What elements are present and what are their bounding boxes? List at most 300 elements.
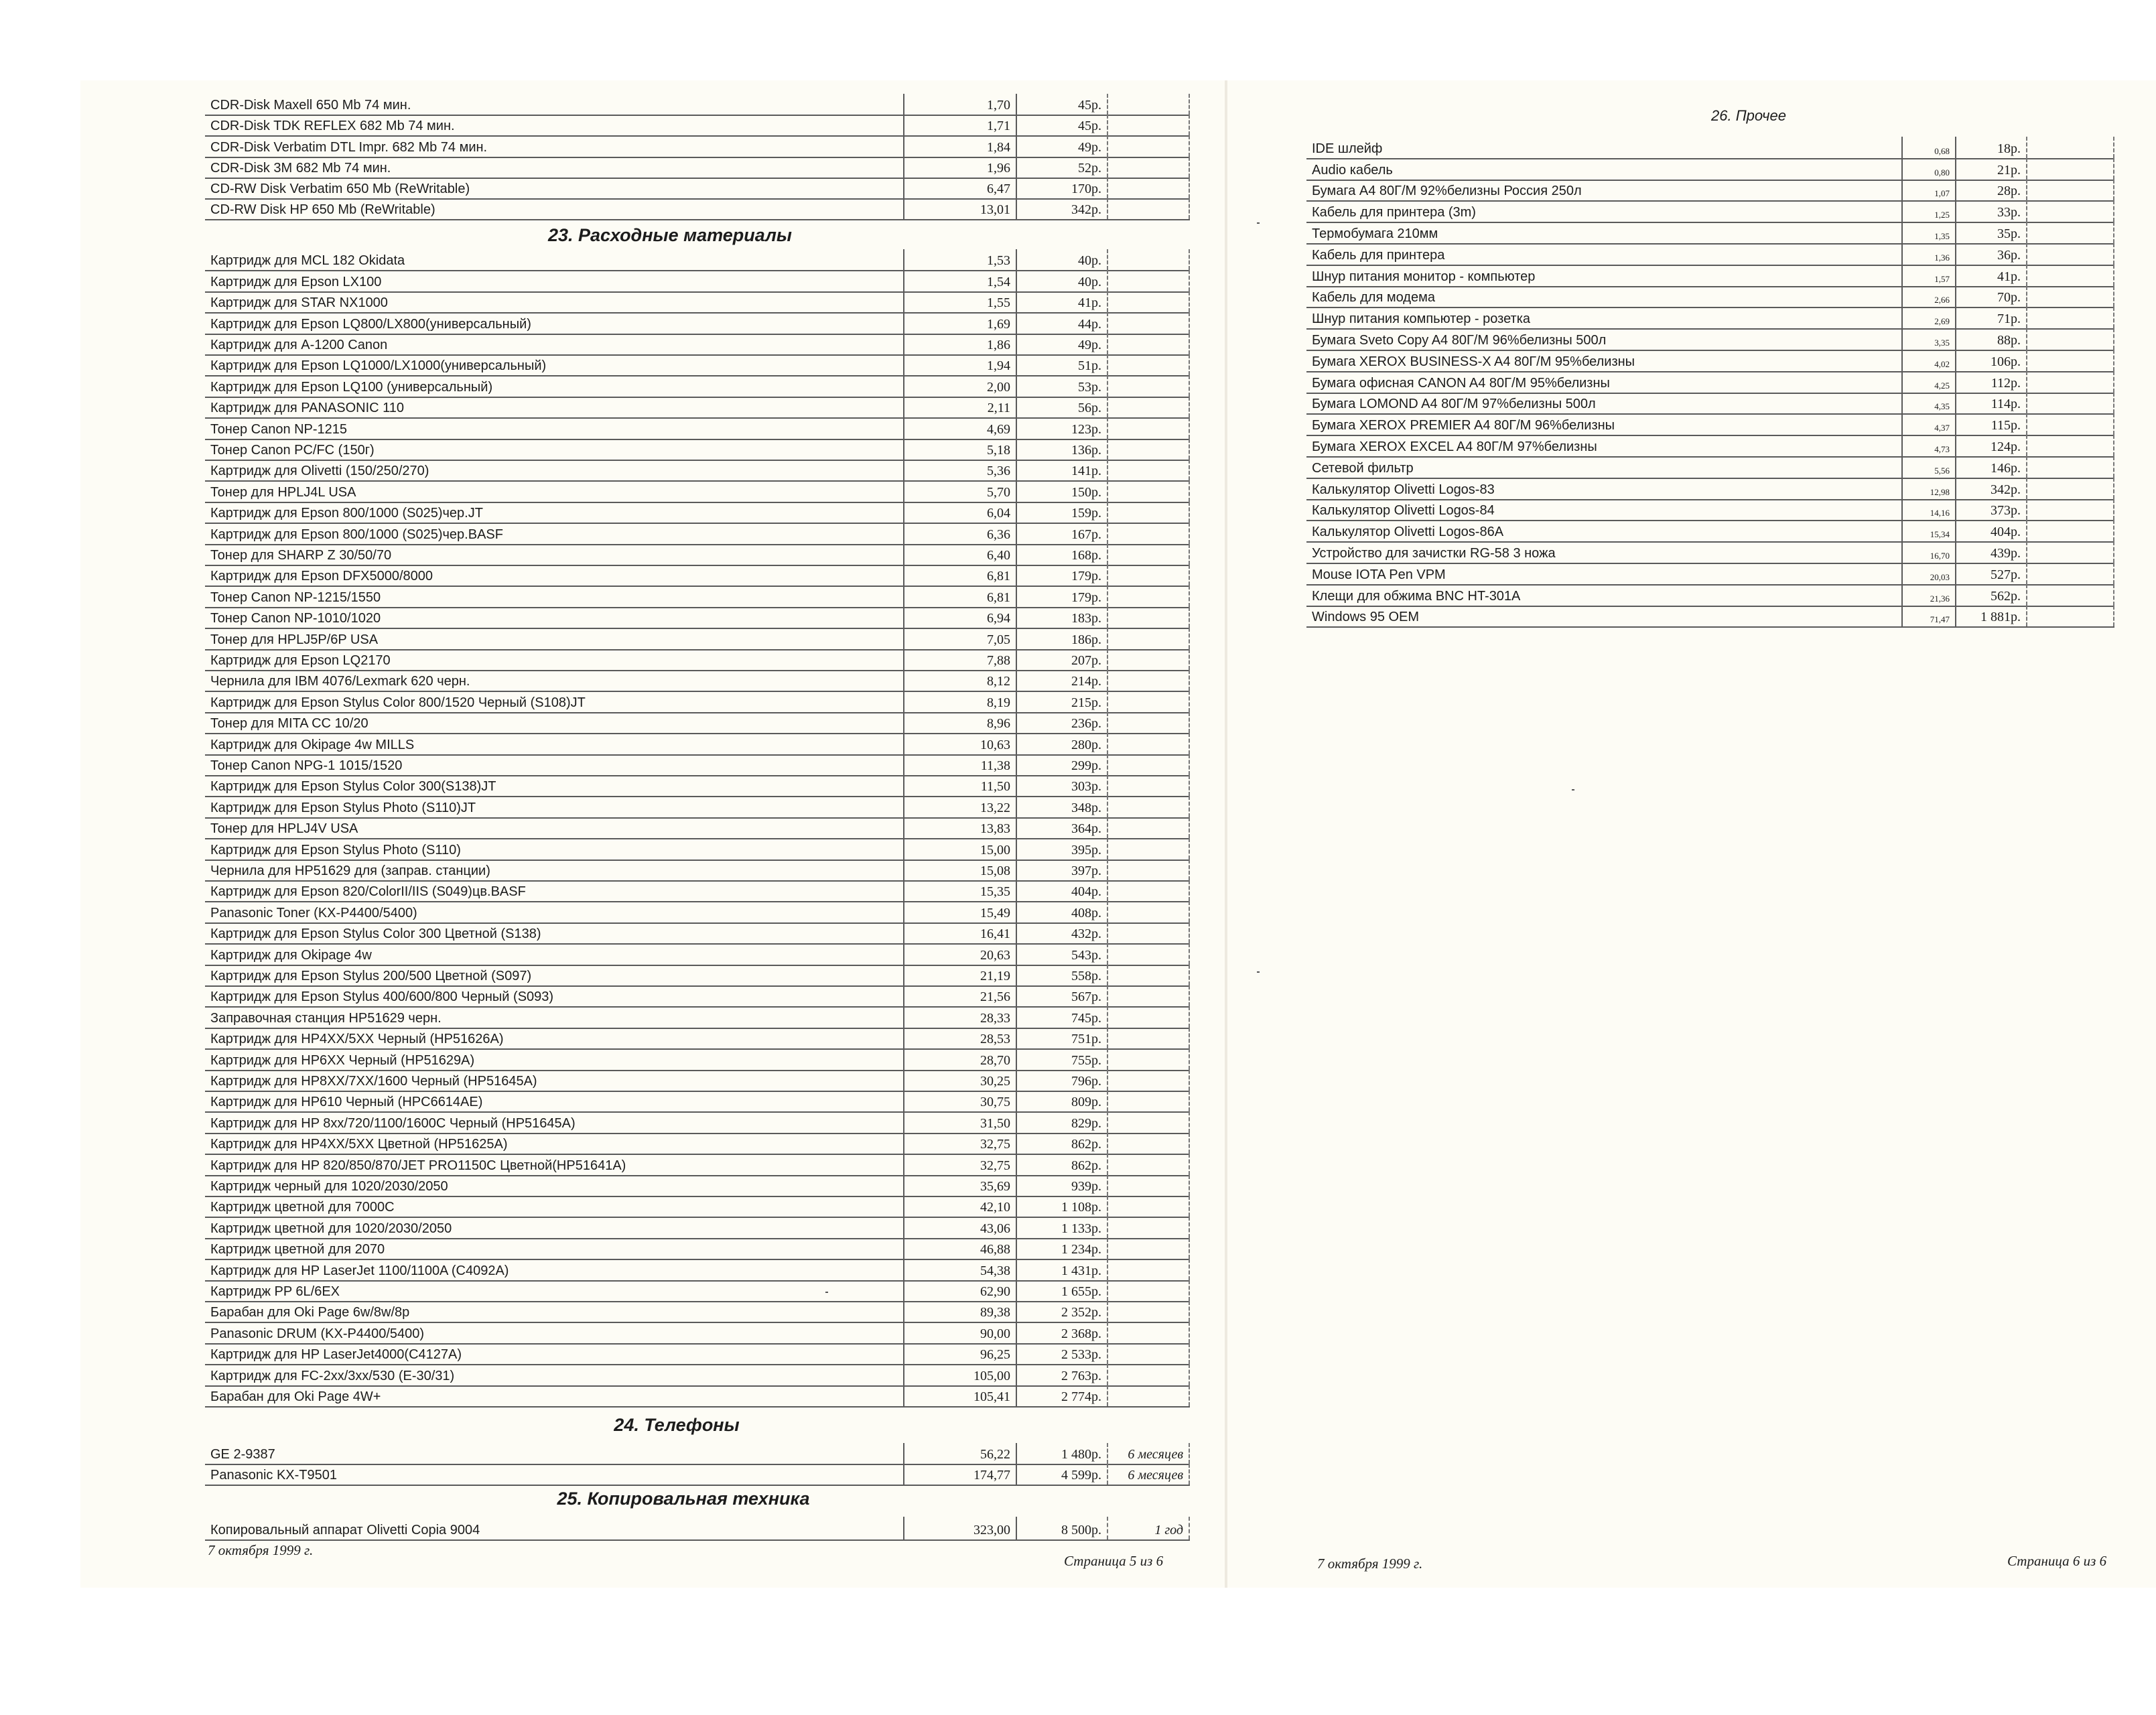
price-rub: 796р.: [1016, 1070, 1107, 1091]
empty-column: [1107, 291, 1190, 312]
right-footer-date: 7 октября 1999 г.: [1317, 1556, 1423, 1572]
item-name: Mouse IOTA Pen VPM: [1312, 567, 1446, 582]
price-rub: 2 774р.: [1016, 1385, 1107, 1406]
price-usd: 13,22: [903, 796, 1016, 817]
price-usd: 8,96: [903, 712, 1016, 733]
empty-column: [1107, 249, 1190, 270]
warranty: 1 год: [1107, 1517, 1190, 1539]
item-name: Тонер Canon NP-1010/1020: [210, 611, 381, 626]
table-row: [1306, 413, 2114, 436]
table-row: [205, 712, 1190, 734]
empty-column: [1107, 565, 1190, 586]
table-row: [205, 291, 1190, 314]
price-usd: 28,70: [903, 1048, 1016, 1069]
empty-column: [2026, 499, 2114, 521]
item-name: Барабан для Oki Page 6w/8w/8p: [210, 1305, 410, 1320]
price-usd: 8,12: [903, 670, 1016, 691]
empty-column: [1107, 1280, 1190, 1301]
price-rub: 2 368р.: [1016, 1322, 1107, 1343]
price-usd: 13,01: [903, 198, 1016, 219]
item-name: CD-RW Disk HP 650 Mb (ReWritable): [210, 202, 435, 218]
price-rub: 70р.: [1955, 286, 2026, 307]
price-rub: 4 599р.: [1016, 1464, 1107, 1485]
item-name: Термобумага 210мм: [1312, 226, 1438, 241]
price-usd: 6,36: [903, 523, 1016, 543]
price-usd: 6,81: [903, 565, 1016, 586]
table-row: [1306, 158, 2114, 181]
price-rub: 106р.: [1955, 350, 2026, 371]
table-row: [205, 733, 1190, 755]
price-usd: 43,06: [903, 1217, 1016, 1237]
table-row: [205, 922, 1190, 945]
price-rub: 745р.: [1016, 1006, 1107, 1027]
table-row: [205, 502, 1190, 524]
empty-column: [2026, 158, 2114, 180]
table-row: [205, 94, 1190, 116]
price-usd: 21,56: [903, 985, 1016, 1006]
empty-column: [2026, 541, 2114, 563]
table-row: [205, 354, 1190, 376]
price-usd: 0,80: [1901, 158, 1955, 180]
price-usd: 89,38: [903, 1301, 1016, 1322]
item-name: Барабан для Oki Page 4W+: [210, 1389, 381, 1404]
empty-column: [2026, 371, 2114, 393]
price-usd: 11,38: [903, 754, 1016, 775]
price-rub: 1 480р.: [1016, 1443, 1107, 1464]
price-usd: 105,00: [903, 1364, 1016, 1385]
price-rub: 45р.: [1016, 115, 1107, 135]
price-usd: 4,02: [1901, 350, 1955, 371]
price-rub: 179р.: [1016, 565, 1107, 586]
empty-column: [1107, 1091, 1190, 1111]
table-row: [205, 198, 1190, 220]
empty-column: [1107, 985, 1190, 1006]
table-row: [205, 880, 1190, 902]
price-usd: 30,75: [903, 1091, 1016, 1111]
price-usd: 1,96: [903, 157, 1016, 178]
table-row: [205, 1006, 1190, 1028]
empty-column: [1107, 1111, 1190, 1132]
price-usd: 1,25: [1901, 200, 1955, 222]
price-usd: 21,19: [903, 965, 1016, 985]
item-name: CDR-Disk 3M 682 Mb 74 мин.: [210, 160, 391, 176]
price-usd: 1,86: [903, 334, 1016, 354]
table-row: [205, 1364, 1190, 1386]
price-usd: 8,19: [903, 691, 1016, 711]
item-name: Бумага XEROX EXCEL A4 80Г/М 97%белизны: [1312, 439, 1597, 454]
table-row: [205, 586, 1190, 608]
price-rub: 404р.: [1016, 880, 1107, 901]
empty-column: [1107, 817, 1190, 838]
price-rub: 280р.: [1016, 733, 1107, 754]
table-row: [205, 1175, 1190, 1197]
item-name: Бумага офисная CANON A4 80Г/М 95%белизны: [1312, 375, 1610, 391]
item-name: Картридж для Epson LX100: [210, 274, 382, 289]
table-row: [1306, 606, 2114, 628]
price-rub: 49р.: [1016, 135, 1107, 156]
section-23-title: 23. Расходные материалы: [548, 225, 792, 245]
table-row: [205, 334, 1190, 356]
section-25-title: 25. Копировальная техника: [557, 1489, 810, 1509]
price-rub: 303р.: [1016, 775, 1107, 796]
price-rub: 236р.: [1016, 712, 1107, 733]
empty-column: [1107, 860, 1190, 880]
table-row: [205, 691, 1190, 713]
price-rub: 1 655р.: [1016, 1280, 1107, 1301]
empty-column: [2026, 265, 2114, 286]
empty-column: [1107, 135, 1190, 156]
warranty: 6 месяцев: [1107, 1443, 1190, 1464]
table-row: [205, 1048, 1190, 1071]
item-name: Кабель для модема: [1312, 290, 1435, 305]
empty-column: [1107, 1238, 1190, 1259]
price-usd: 1,69: [903, 312, 1016, 333]
table-row: [205, 375, 1190, 397]
price-usd: 62,90: [903, 1280, 1016, 1301]
item-name: Картридж для A-1200 Canon: [210, 337, 388, 352]
empty-column: [1107, 354, 1190, 375]
table-row: [205, 544, 1190, 566]
item-name: Картридж для HP 820/850/870/JET PRO1150C Цветной(HP51641A): [210, 1158, 626, 1173]
empty-column: [1107, 1175, 1190, 1196]
table-row: [205, 523, 1190, 545]
price-rub: 88р.: [1955, 328, 2026, 350]
price-rub: 150р.: [1016, 480, 1107, 501]
empty-column: [2026, 606, 2114, 627]
item-name: GE 2-9387: [210, 1447, 275, 1462]
price-rub: 1 431р.: [1016, 1259, 1107, 1280]
price-rub: 53р.: [1016, 375, 1107, 396]
price-usd: 46,88: [903, 1238, 1016, 1259]
price-usd: 6,81: [903, 586, 1016, 606]
price-usd: 4,35: [1901, 393, 1955, 414]
price-rub: 167р.: [1016, 523, 1107, 543]
table-row: [205, 417, 1190, 439]
empty-column: [1107, 1048, 1190, 1069]
price-usd: 13,83: [903, 817, 1016, 838]
table-row: [205, 1133, 1190, 1155]
empty-column: [1107, 880, 1190, 901]
price-usd: 20,63: [903, 943, 1016, 964]
empty-column: [1107, 607, 1190, 628]
empty-column: [1107, 1301, 1190, 1322]
empty-column: [2026, 200, 2114, 222]
table-row: [205, 157, 1190, 179]
empty-column: [1107, 1154, 1190, 1174]
item-name: Картридж для Epson Stylus Color 300(S138)JT: [210, 779, 496, 795]
empty-column: [1107, 334, 1190, 354]
price-rub: 408р.: [1016, 901, 1107, 922]
price-usd: 4,69: [903, 417, 1016, 438]
empty-column: [1107, 775, 1190, 796]
price-rub: 1 108р.: [1016, 1196, 1107, 1217]
price-usd: 15,49: [903, 901, 1016, 922]
price-rub: 186р.: [1016, 628, 1107, 648]
item-name: Калькулятор Olivetti Logos-83: [1312, 482, 1495, 497]
empty-column: [1107, 157, 1190, 178]
item-name: Заправочная станция HP51629 черн.: [210, 1010, 442, 1026]
table-row: [1306, 243, 2114, 266]
price-rub: 18р.: [1955, 137, 2026, 158]
price-rub: 543р.: [1016, 943, 1107, 964]
price-rub: 404р.: [1955, 520, 2026, 541]
empty-column: [2026, 180, 2114, 201]
page-fold: [1225, 80, 1227, 1588]
price-usd: 28,33: [903, 1006, 1016, 1027]
price-rub: 862р.: [1016, 1133, 1107, 1154]
price-usd: 1,94: [903, 354, 1016, 375]
table-row: [205, 1259, 1190, 1281]
price-usd: 6,47: [903, 178, 1016, 198]
item-name: Бумага Sveto Copy A4 80Г/М 96%белизны 500л: [1312, 332, 1607, 348]
price-usd: 15,08: [903, 860, 1016, 880]
item-name: Картридж для STAR NX1000: [210, 295, 388, 311]
table-row: [205, 796, 1190, 818]
table-row: [1306, 180, 2114, 202]
item-name: Тонер Canon NP-1215/1550: [210, 590, 381, 605]
price-usd: 3,35: [1901, 328, 1955, 350]
table-row: [205, 670, 1190, 692]
item-name: Картридж для Epson DFX5000/8000: [210, 569, 433, 584]
item-name: Кабель для принтера (3m): [1312, 205, 1476, 220]
price-usd: 6,40: [903, 544, 1016, 565]
price-rub: 49р.: [1016, 334, 1107, 354]
empty-column: [2026, 137, 2114, 158]
price-rub: 342р.: [1016, 198, 1107, 219]
price-usd: 1,55: [903, 291, 1016, 312]
price-rub: 123р.: [1016, 417, 1107, 438]
table-row: [1306, 328, 2114, 351]
item-name: Картридж для HP LaserJet4000(C4127A): [210, 1347, 462, 1363]
item-name: Тонер Canon PC/FC (150г): [210, 442, 375, 458]
price-rub: 146р.: [1955, 456, 2026, 478]
price-rub: 527р.: [1955, 563, 2026, 584]
price-rub: 215р.: [1016, 691, 1107, 711]
price-usd: 11,50: [903, 775, 1016, 796]
table-row: [205, 1154, 1190, 1176]
item-name: Устройство для зачистки RG-58 3 ножа: [1312, 545, 1556, 561]
empty-column: [1107, 1322, 1190, 1343]
price-usd: 5,18: [903, 439, 1016, 460]
empty-column: [1107, 754, 1190, 775]
item-name: Тонер для MITA CC 10/20: [210, 716, 368, 732]
empty-column: [1107, 943, 1190, 964]
price-usd: 56,22: [903, 1443, 1016, 1464]
empty-column: [2026, 222, 2114, 243]
item-name: Клещи для обжима BNC HT-301A: [1312, 588, 1521, 604]
price-rub: 862р.: [1016, 1154, 1107, 1174]
item-name: Картридж для HP LaserJet 1100/1100A (C4092A): [210, 1263, 509, 1278]
price-rub: 214р.: [1016, 670, 1107, 691]
price-rub: 168р.: [1016, 544, 1107, 565]
table-row: [205, 1070, 1190, 1092]
scan-speck: [1257, 222, 1260, 224]
empty-column: [1107, 733, 1190, 754]
table-row: [1306, 286, 2114, 309]
item-name: Картридж PP 6L/6EX: [210, 1284, 340, 1299]
item-name: Картридж для Epson LQ800/LX800(универсальный): [210, 316, 531, 332]
empty-column: [2026, 478, 2114, 499]
item-name: Бумага LOMOND A4 80Г/М 97%белизны 500л: [1312, 397, 1596, 412]
empty-column: [2026, 350, 2114, 371]
price-rub: 112р.: [1955, 371, 2026, 393]
price-rub: 395р.: [1016, 838, 1107, 859]
table-row: [205, 775, 1190, 797]
item-name: Картридж для Olivetti (150/250/270): [210, 464, 429, 479]
table-row: [1306, 520, 2114, 543]
price-rub: 124р.: [1955, 435, 2026, 456]
price-usd: 90,00: [903, 1322, 1016, 1343]
price-usd: 4,25: [1901, 371, 1955, 393]
empty-column: [2026, 393, 2114, 414]
item-name: Картридж для Epson Stylus Photo (S110): [210, 842, 461, 858]
empty-column: [1107, 838, 1190, 859]
price-usd: 42,10: [903, 1196, 1016, 1217]
item-name: CDR-Disk Verbatim DTL Impr. 682 Mb 74 мин.: [210, 139, 488, 155]
price-rub: 71р.: [1955, 307, 2026, 328]
empty-column: [1107, 460, 1190, 480]
empty-column: [1107, 270, 1190, 291]
empty-column: [2026, 520, 2114, 541]
item-name: Шнур питания монитор - компьютер: [1312, 269, 1536, 284]
item-name: Картридж для Epson Stylus 400/600/800 Черный (S093): [210, 989, 554, 1005]
table-row: [1306, 350, 2114, 372]
price-usd: 32,75: [903, 1154, 1016, 1174]
item-name: Картридж для Epson Stylus Color 300 Цветной (S138): [210, 927, 541, 942]
price-rub: 2 763р.: [1016, 1364, 1107, 1385]
item-name: Картридж для Epson LQ1000/LX1000(универсальный): [210, 358, 547, 374]
price-rub: 1 133р.: [1016, 1217, 1107, 1237]
left-footer-page: Страница 5 из 6: [1064, 1553, 1164, 1569]
item-name: Картридж для HP610 Черный (HPC6614AE): [210, 1095, 483, 1110]
item-name: Бумага A4 80Г/М 92%белизны Россия 250л: [1312, 184, 1582, 199]
empty-column: [1107, 397, 1190, 417]
price-rub: 939р.: [1016, 1175, 1107, 1196]
price-rub: 33р.: [1955, 200, 2026, 222]
item-name: Картридж для Epson LQ100 (универсальный): [210, 379, 493, 395]
empty-column: [1107, 712, 1190, 733]
price-usd: 1,36: [1901, 243, 1955, 265]
empty-column: [1107, 198, 1190, 219]
item-name: Шнур питания компьютер - розетка: [1312, 312, 1531, 327]
price-usd: 1,57: [1901, 265, 1955, 286]
empty-column: [1107, 115, 1190, 135]
table-row: [205, 838, 1190, 860]
item-name: IDE шлейф: [1312, 141, 1383, 156]
price-usd: 16,70: [1901, 541, 1955, 563]
price-rub: 755р.: [1016, 1048, 1107, 1069]
table-row: [205, 1517, 1190, 1541]
table-row: [205, 480, 1190, 502]
price-usd: 35,69: [903, 1175, 1016, 1196]
section-24-title: 24. Телефоны: [614, 1415, 740, 1435]
empty-column: [1107, 1196, 1190, 1217]
item-name: Картридж для Epson 800/1000 (S025)чер.JT: [210, 506, 483, 521]
price-rub: 439р.: [1955, 541, 2026, 563]
empty-column: [1107, 94, 1190, 115]
price-rub: 28р.: [1955, 180, 2026, 201]
table-row: [205, 270, 1190, 292]
empty-column: [1107, 375, 1190, 396]
price-rub: 751р.: [1016, 1028, 1107, 1048]
table-row: [205, 460, 1190, 482]
price-rub: 2 352р.: [1016, 1301, 1107, 1322]
price-rub: 829р.: [1016, 1111, 1107, 1132]
price-rub: 136р.: [1016, 439, 1107, 460]
table-row: [1306, 371, 2114, 394]
price-rub: 170р.: [1016, 178, 1107, 198]
table-row: [1306, 541, 2114, 564]
price-usd: 1,07: [1901, 180, 1955, 201]
item-name: Сетевой фильтр: [1312, 460, 1414, 476]
item-name: Картридж для Okipage 4w: [210, 947, 372, 963]
empty-column: [1107, 586, 1190, 606]
empty-column: [2026, 563, 2114, 584]
table-row: [205, 565, 1190, 587]
item-name: Panasonic Toner (KX-P4400/5400): [210, 905, 417, 920]
item-name: Бумага XEROX PREMIER A4 80Г/М 96%белизны: [1312, 418, 1615, 433]
item-name: Windows 95 OEM: [1312, 610, 1420, 625]
table-row: [1306, 435, 2114, 458]
table-row: [205, 754, 1190, 776]
price-rub: 36р.: [1955, 243, 2026, 265]
item-name: Картридж цветной для 2070: [210, 1242, 385, 1257]
table-row: [1306, 307, 2114, 330]
price-usd: 1,35: [1901, 222, 1955, 243]
item-name: CDR-Disk Maxell 650 Mb 74 мин.: [210, 98, 411, 113]
item-name: Тонер для HPLJ4V USA: [210, 821, 358, 837]
table-row: [205, 649, 1190, 671]
table-row: [205, 1464, 1190, 1486]
table-row: [1306, 200, 2114, 223]
price-rub: 207р.: [1016, 649, 1107, 670]
scan-speck: [1572, 789, 1574, 791]
price-usd: 32,75: [903, 1133, 1016, 1154]
price-usd: 1,53: [903, 249, 1016, 270]
item-name: Тонер для HPLJ5P/6P USA: [210, 632, 379, 647]
price-usd: 96,25: [903, 1343, 1016, 1364]
item-name: Audio кабель: [1312, 162, 1393, 178]
price-rub: 44р.: [1016, 312, 1107, 333]
price-rub: 562р.: [1955, 584, 2026, 606]
item-name: Картридж для Okipage 4w MILLS: [210, 737, 415, 752]
warranty: 6 месяцев: [1107, 1464, 1190, 1485]
price-usd: 16,41: [903, 922, 1016, 943]
empty-column: [1107, 312, 1190, 333]
empty-column: [1107, 1364, 1190, 1385]
price-usd: 28,53: [903, 1028, 1016, 1048]
item-name: Картридж для Epson Stylus Color 800/1520 Черный (S108)JT: [210, 695, 586, 710]
empty-column: [1107, 523, 1190, 543]
price-usd: 1,84: [903, 135, 1016, 156]
price-usd: 15,34: [1901, 520, 1955, 541]
table-row: [205, 965, 1190, 987]
price-usd: 14,16: [1901, 499, 1955, 521]
table-row: [1306, 563, 2114, 586]
table-row: [205, 439, 1190, 461]
price-rub: 51р.: [1016, 354, 1107, 375]
right-footer-page: Страница 6 из 6: [2007, 1553, 2107, 1569]
table-row: [205, 1343, 1190, 1365]
empty-column: [1107, 1259, 1190, 1280]
price-usd: 0,68: [1901, 137, 1955, 158]
empty-column: [1107, 901, 1190, 922]
item-name: Картридж для PANASONIC 110: [210, 401, 405, 416]
item-name: Тонер Canon NP-1215: [210, 421, 348, 437]
item-name: Картридж для Epson 800/1000 (S025)чер.BASF: [210, 527, 503, 542]
table-row: [205, 178, 1190, 200]
price-rub: 21р.: [1955, 158, 2026, 180]
